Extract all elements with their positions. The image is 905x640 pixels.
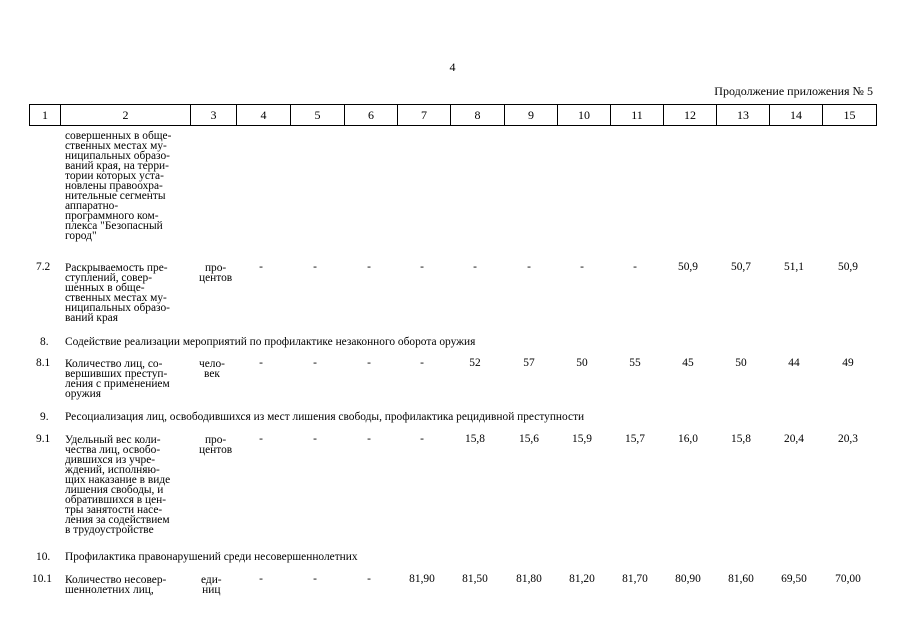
page-number: 4 (449, 60, 456, 74)
row-9-1-value: 20,3 (838, 433, 858, 445)
row-10-1-value: 81,80 (516, 573, 542, 585)
row-9-1-value: 15,8 (731, 433, 751, 445)
row-8-1-value: - (259, 357, 263, 369)
row-8-1-value: 50 (576, 357, 588, 369)
row-10-1-value: 70,00 (835, 573, 861, 585)
row-7-2-value: - (259, 261, 263, 273)
header-cell: 3 (191, 105, 237, 126)
row-10-1-value: 81,70 (622, 573, 648, 585)
row-7-2-value: - (313, 261, 317, 273)
row-7-2-number: 7.2 (36, 261, 51, 273)
row-7-2-value: - (473, 261, 477, 273)
header-cell: 1 (30, 105, 61, 126)
row-9-1-indicator: Удельный вес коли- чества лиц, освобо- дившихся из учре- ждений, исполняю- щих наказание в виде лишения свободы, и обратившихся в цен- тры занятости насе- ления за содействием в трудоустройстве (65, 434, 171, 536)
row-7-2-value: - (633, 261, 637, 273)
row-7-2-value: 50,9 (838, 261, 858, 273)
row-9-1-value: - (259, 433, 263, 445)
section-8-number: 8. (40, 336, 49, 348)
header-cell: 13 (717, 105, 770, 126)
row-10-1-value: 81,60 (728, 573, 754, 585)
row-8-1-value: 50 (735, 357, 747, 369)
appendix-continuation: Продолжение приложения № 5 (714, 84, 873, 98)
header-row (30, 105, 877, 126)
row-10-1-value: 81,90 (409, 573, 435, 585)
row-8-1-indicator: Количество лиц, со- вершивших преступ- ления с применением оружия (65, 358, 170, 400)
header-cell: 7 (398, 105, 451, 126)
row-8-1-value: 52 (469, 357, 481, 369)
row-8-1-value: 45 (682, 357, 694, 369)
row-8-1-value: - (367, 357, 371, 369)
row-9-1-number: 9.1 (36, 433, 51, 445)
row-10-1-unit: еди- ниц (201, 574, 222, 596)
row-9-1-value: 15,7 (625, 433, 645, 445)
row-10-1-value: 69,50 (781, 573, 807, 585)
row-7-2-value: - (527, 261, 531, 273)
row-9-1-value: 20,4 (784, 433, 804, 445)
header-cell: 15 (823, 105, 877, 126)
header-cell: 14 (770, 105, 823, 126)
row-8-1-value: - (420, 357, 424, 369)
row-8-1-value: - (313, 357, 317, 369)
section-9-title: Ресоциализация лиц, освободившихся из мест лишения свободы, профилактика рецидивной преступности (65, 411, 585, 423)
row-7-2-value: - (580, 261, 584, 273)
header-cell: 2 (61, 105, 191, 126)
row-8-1-value: 57 (523, 357, 535, 369)
row-10-1-number: 10.1 (32, 573, 52, 585)
header-cell: 9 (505, 105, 558, 126)
row-10-1-value: 80,90 (675, 573, 701, 585)
column-header-table (29, 104, 877, 126)
section-9-number: 9. (40, 411, 49, 423)
row-10-1-value: - (313, 573, 317, 585)
row-10-1-value: - (367, 573, 371, 585)
row-9-1-value: - (367, 433, 371, 445)
row-10-1-indicator: Количество несовер- шеннолетних лиц, (65, 574, 167, 596)
header-cell: 12 (664, 105, 717, 126)
row-9-1-unit: про- центов (199, 434, 233, 456)
row-7-2-unit: про- центов (199, 262, 233, 284)
row-8-1-value: 55 (629, 357, 641, 369)
row-7-2-value: 50,9 (678, 261, 698, 273)
section-10-title: Профилактика правонарушений среди несовершеннолетних (65, 551, 358, 563)
row-7-2-value: - (367, 261, 371, 273)
row-10-1-value: 81,20 (569, 573, 595, 585)
row-10-1-value: 81,50 (462, 573, 488, 585)
row-9-1-value: 15,9 (572, 433, 592, 445)
header-cell: 11 (611, 105, 664, 126)
row-7-2-indicator: Раскрываемость пре- ступлений, совер- шенных в обще- ственных местах му- ниципальных образо- ваний края (65, 262, 170, 324)
section-10-number: 10. (36, 551, 51, 563)
row-9-1-value: - (313, 433, 317, 445)
row-7-2-value: 51,1 (784, 261, 804, 273)
row-7-2-value: 50,7 (731, 261, 751, 273)
header-cell: 4 (237, 105, 291, 126)
row-8-1-unit: чело- век (199, 358, 225, 380)
row-9-1-value: - (420, 433, 424, 445)
indicator-7-1-text-continued: совершенных в обще- ственных местах му- ниципальных образо- ваний края, на терри- тории которых уста- новлены правоохра- нительные сегменты аппаратно- программного ком- плекса "Безопасный город" (65, 130, 172, 242)
header-cell: 6 (345, 105, 398, 126)
header-cell: 5 (291, 105, 345, 126)
row-8-1-value: 44 (788, 357, 800, 369)
row-9-1-value: 16,0 (678, 433, 698, 445)
row-7-2-value: - (420, 261, 424, 273)
row-10-1-value: - (259, 573, 263, 585)
row-8-1-value: 49 (842, 357, 854, 369)
section-8-title: Содействие реализации мероприятий по профилактике незаконного оборота оружия (65, 336, 476, 348)
row-8-1-number: 8.1 (36, 357, 51, 369)
row-9-1-value: 15,8 (465, 433, 485, 445)
header-cell: 10 (558, 105, 611, 126)
header-cell: 8 (451, 105, 505, 126)
row-9-1-value: 15,6 (519, 433, 539, 445)
